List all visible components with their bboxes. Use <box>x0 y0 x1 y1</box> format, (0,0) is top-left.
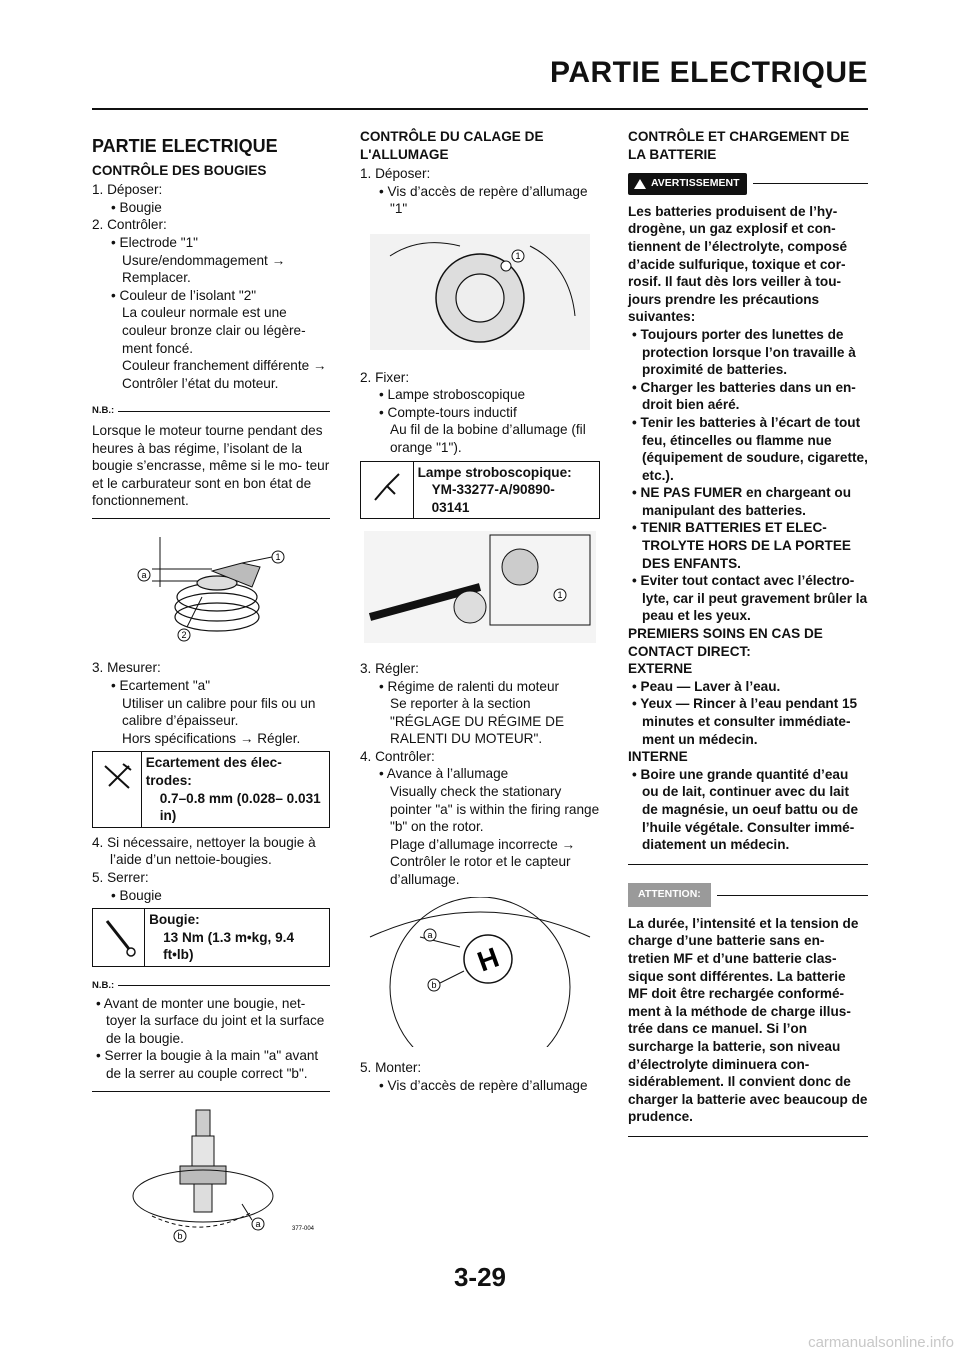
ig-step-2-bullet-2: • Compte-tours inductif <box>379 404 517 420</box>
svg-text:1: 1 <box>275 551 281 562</box>
attention-badge: ATTENTION: <box>628 883 711 907</box>
step-3-text-1: Utiliser un calibre pour fils ou un calibre d’épaisseur. <box>122 695 316 729</box>
caliper-icon <box>93 752 142 826</box>
svg-text:H: H <box>473 941 503 978</box>
warning-bullet-5: • TENIR BATTERIES ET ELEC- TROLYTE HORS DE LA PORTEE DES ENFANTS. <box>632 520 851 571</box>
svg-text:1: 1 <box>557 590 563 601</box>
svg-text:a: a <box>427 929 433 940</box>
externe-bullet-1: • Peau — Laver à l’eau. <box>632 678 781 694</box>
svg-text:a: a <box>141 569 147 580</box>
note-heading-2: N.B.: <box>92 977 330 995</box>
warning-end-rule <box>628 864 868 866</box>
page-number: 3-29 <box>453 1262 507 1292</box>
spec-box-strobe <box>360 461 600 520</box>
step-2-text-2: La couleur normale est une couleur bronze clair ou légère- ment foncé. <box>122 305 306 356</box>
spec-torque-value: 13 Nm (1.3 m•kg, 9.4 ft•lb) <box>163 929 295 963</box>
ig-step-4-bullet: • Avance à l’allumage <box>379 766 509 782</box>
externe-label: EXTERNE <box>628 661 693 677</box>
spark-plug-torque-illustration <box>92 1100 330 1260</box>
header-rule <box>92 108 868 110</box>
ig-step-1: 1. Déposer: <box>360 166 431 182</box>
warning-bullet-1: • Toujours porter des lunettes de protection lorsque l’on travaille à proximité de batteries. <box>632 326 856 378</box>
svg-text:2: 2 <box>181 629 187 640</box>
step-1-bullet: • Bougie <box>111 199 162 215</box>
ig-step-3: 3. Régler: <box>360 660 419 676</box>
externe-bullet-2: • Yeux — Rincer à l’eau pendant 15 minutes et consulter immédiate- ment un médecin. <box>632 696 858 747</box>
attention-end-rule <box>628 1136 868 1138</box>
engine-cover-illustration <box>360 226 600 356</box>
note-text: Lorsque le moteur tourne pendant des heures à bas régime, l’isolant de la bougie s’encrasse, même si le mo- teur et le carburateur sont en bon état de fonctionnement. <box>92 422 330 509</box>
page-title: PARTIE ELECTRIQUE <box>550 56 868 89</box>
step-2-bullet-2: • Couleur de l’isolant "2" <box>111 287 257 303</box>
section-title: PARTIE ELECTRIQUE <box>92 136 278 156</box>
note-2-bullet-2: • Serrer la bougie à la main "a" avant de la serrer au couple correct "b". <box>96 1048 319 1081</box>
spec-torque-title: Bougie: <box>149 912 200 928</box>
ig-step-2-text: Au fil de la bobine d’allumage (fil orange "1"). <box>390 422 586 455</box>
subsection-title: CONTRÔLE DES BOUGIES <box>92 162 267 178</box>
battery-title: CONTRÔLE ET CHARGEMENT DE LA BATTERIE <box>628 129 850 162</box>
warning-bullet-3: • Tenir les batteries à l’écart de tout feu, étincelles ou flamme nue (équipement de soudure, cigarette, etc.). <box>632 414 868 483</box>
ig-step-1-bullet: • Vis d’accès de repère d’allumage "1" <box>379 183 588 217</box>
column-ignition-timing <box>360 128 600 1094</box>
svg-text:377-004: 377-004 <box>292 1225 315 1232</box>
interne-label: INTERNE <box>628 749 688 765</box>
ig-step-5-bullet: • Vis d’accès de repère d’allumage <box>379 1077 588 1093</box>
step-5: 5. Serrer: <box>92 870 149 885</box>
spark-plug-illustration <box>92 527 330 647</box>
warning-bullet-2: • Charger les batteries dans un en- droit bien aéré. <box>632 379 856 413</box>
watermark: carmanualsonline.info <box>808 1334 954 1351</box>
attention-text: La durée, l’intensité et la tension de charge d’une batterie sans en- tretien MF et d’une batterie clas- sique sont différentes. La batterie MF doit être rechargée conformé- ment à la méthode de charge illus- trée dans ce manuel. Si l’on surcharge la batterie, son niveau d’électrolyte diminuera con- sidérablement. Il convient donc de charger la batterie avec beaucoup de prudence. <box>628 915 868 1125</box>
spec-gap-value: 0.7–0.8 mm (0.028– 0.031 in) <box>159 790 321 824</box>
spec-gap-title: Ecartement des élec- trodes: <box>145 755 282 789</box>
spec-box-torque <box>92 908 330 967</box>
note-2-rule <box>92 1091 330 1092</box>
attention-heading <box>628 883 868 907</box>
svg-text:1: 1 <box>515 250 521 261</box>
torque-wrench-icon <box>93 909 145 966</box>
spark-plug-torque-figure <box>92 1100 330 1265</box>
ig-step-3-bullet: • Régime de ralenti du moteur <box>379 678 560 694</box>
step-2-text-3: Couleur franchement différente → Contrôler l’état du moteur. <box>122 358 327 391</box>
warning-intro: Les batteries produisent de l’hy- drogène, un gaz explosif et con- tiennent de l’électrolyte, composé d’acide sulfurique, toxique et cor- rosif. Il faut dès lors veiller à tou- jours prendre les précautions suivantes: <box>628 203 848 325</box>
spec-strobe-value: YM-33277-A/90890- 03141 <box>431 482 555 515</box>
step-2: 2. Contrôler: <box>92 217 167 233</box>
wiring-illustration <box>360 527 600 647</box>
column-spark-plugs <box>92 128 330 1272</box>
ig-step-4-text-2: Plage d’allumage incorrecte → Contrôler le rotor et le capteur d’allumage. <box>390 836 576 888</box>
ig-step-4: 4. Contrôler: <box>360 748 435 764</box>
ig-step-3-text: Se reporter à la section "RÉGLAGE DU RÉGIME DE RALENTI DU MOTEUR". <box>390 696 565 747</box>
first-aid-title: PREMIERS SOINS EN CAS DE CONTACT DIRECT: <box>628 626 823 659</box>
rotor-mark-figure <box>360 897 600 1052</box>
step-4: 4. Si nécessaire, nettoyer la bougie à l’aide d’un nettoie-bougies. <box>92 834 316 868</box>
ignition-title: CONTRÔLE DU CALAGE DE L'ALLUMAGE <box>360 129 544 162</box>
spark-plug-gap-figure <box>92 527 330 652</box>
rotor-illustration <box>360 897 600 1047</box>
warning-bullet-6: • Eviter tout contact avec l’électro- lyte, car il peut gravement brûler la peau et les yeux. <box>632 573 868 624</box>
warning-badge: AVERTISSEMENT <box>628 173 747 195</box>
step-3-bullet: • Ecartement "a" <box>111 678 211 694</box>
note-heading: N.B.: <box>92 402 330 420</box>
step-2-bullet-1: • Electrode "1" <box>111 234 198 250</box>
svg-text:b: b <box>431 979 437 990</box>
warning-bullet-4: • NE PAS FUMER en chargeant ou manipulant des batteries. <box>632 485 852 518</box>
strobe-connection-figure <box>360 527 600 652</box>
note-2-bullet-1: • Avant de monter une bougie, net- toyer la surface du joint et la surface de la bougie. <box>96 995 325 1046</box>
spec-strobe-title: Lampe stroboscopique: <box>417 464 572 480</box>
spec-box-gap <box>92 751 330 827</box>
step-3: 3. Mesurer: <box>92 660 161 676</box>
timing-screw-figure <box>360 226 600 361</box>
interne-bullet-1: • Boire une grande quantité d’eau ou de lait, continuer avec du lait de magnésie, un oeuf battu ou de l’huile végétale. Consulter immé- diatement un médecin. <box>632 766 859 853</box>
warning-icon <box>634 179 646 189</box>
ig-step-5: 5. Monter: <box>360 1060 422 1076</box>
step-5-bullet: • Bougie <box>111 887 162 903</box>
ig-step-4-text-1: Visually check the stationary pointer "a" is within the firing range "b" on the rotor. <box>390 784 600 835</box>
page-header <box>0 0 960 110</box>
ig-step-2: 2. Fixer: <box>360 369 410 385</box>
ig-step-2-bullet-1: • Lampe stroboscopique <box>379 387 526 403</box>
column-battery <box>628 128 868 1147</box>
note-rule <box>92 518 330 519</box>
svg-text:b: b <box>177 1230 183 1241</box>
step-2-text-1: Usure/endommagement → Remplacer. <box>122 252 286 286</box>
step-3-text-2: Hors spécifications → Régler. <box>122 730 301 746</box>
tool-icon <box>361 462 414 519</box>
step-1: 1. Déposer: <box>92 182 163 198</box>
warning-heading <box>628 173 868 195</box>
svg-text:a: a <box>255 1218 261 1229</box>
